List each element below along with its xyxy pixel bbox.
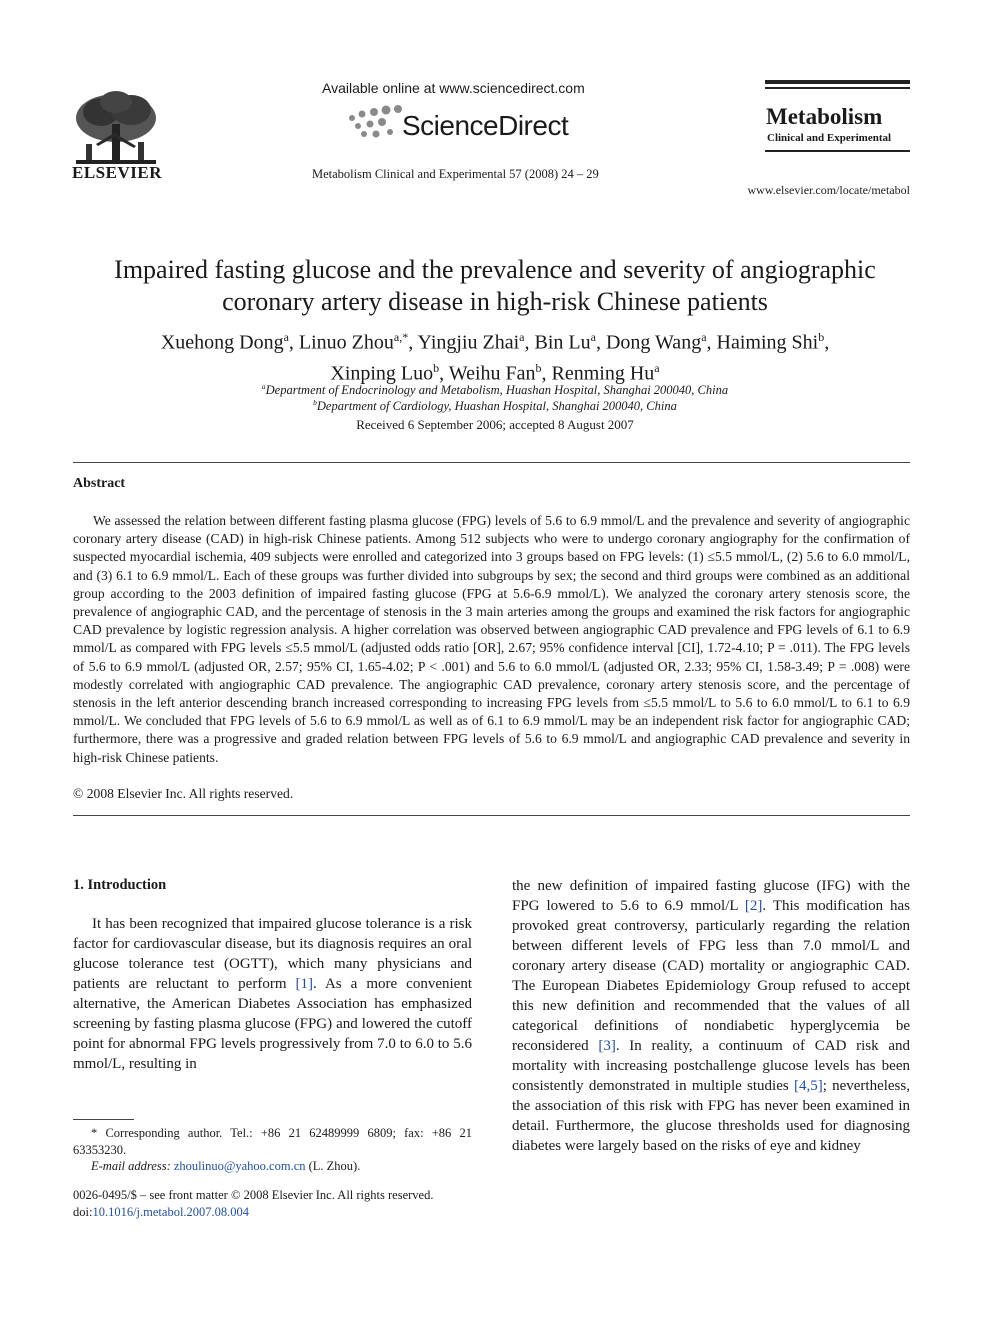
authors-line-2: Xinping Luo$^b$, Weihu Fan$^b$, Renming Hu$^a$ <box>330 360 660 385</box>
body-text: . In reality, a continuum of CAD risk and mortality with increasing postchallenge glucose levels has been consistently demonstrated in multiple studies <box>512 1038 910 1094</box>
author-name: Xinping Luo <box>330 362 434 385</box>
email-link[interactable]: zhoulinuo@yahoo.com.cn <box>173 1159 306 1173</box>
body-text: . This modification has provoked great controversy, particularly regarding the relation between different levels of FPG less than 7.0 mmol/L and coronary artery disease (CAD) mortality or angiographic CAD. The European Diabetes Epidemiology Group refused to accept this new definition and recommended that the values of all categorical definitions of nondiabetic hyperglycemia be reconsidered <box>512 898 910 1054</box>
sciencedirect-wordmark: ScienceDirect <box>402 110 569 141</box>
abstract-copyright: © 2008 Elsevier Inc. All rights reserved. <box>73 786 294 801</box>
intro-heading: 1. Introduction <box>73 877 167 893</box>
doi-link[interactable]: 10.1016/j.metabol.2007.08.004 <box>92 1205 250 1219</box>
affiliation-a-text: Department of Endocrinology and Metabolism, Huashan Hospital, Shanghai 200040, China <box>265 383 729 398</box>
corresponding-author-note: * Corresponding author. Tel.: +86 21 62489999 6809; fax: +86 21 63353230. <box>73 1126 472 1157</box>
body-text: ; nevertheless, the association of this risk with FPG has never been examined in detail. Furthermore, the glucose thresholds used for diagnosing diabetes were largely based on the risks of eye and kidney <box>512 1078 910 1154</box>
author-name: Linuo Zhou <box>298 331 394 354</box>
title-line-1: Impaired fasting glucose and the prevalence and severity of angiographic <box>114 255 876 284</box>
reference-link[interactable]: [3] <box>598 1038 616 1054</box>
body-text: . As a more convenient alternative, the American Diabetes Association has emphasized screening by fasting plasma glucose (FPG) and lowered the cutoff point for abnormal FPG levels progressively from 7.0 to 6.0 to 5.6 mmol/L, resulting in <box>73 976 472 1072</box>
journal-rule-bottom <box>765 150 910 152</box>
author-name: Yingjiu Zhai <box>417 331 520 354</box>
intro-left-column <box>73 914 472 1074</box>
author-name: Bin Lu <box>534 331 591 354</box>
footnote-rule <box>73 1119 134 1120</box>
affiliation-b-mark: b <box>313 398 317 407</box>
journal-citation: Metabolism Clinical and Experimental 57 (2008) 24 – 29 <box>312 167 599 181</box>
affiliation-b-text: Department of Cardiology, Huashan Hospital, Shanghai 200040, China <box>316 399 677 414</box>
author-name: Haiming Shi <box>716 331 819 354</box>
author-name: Weihu Fan <box>448 362 536 385</box>
intro-right-column <box>512 876 910 1156</box>
journal-rule-thick <box>765 80 910 84</box>
abstract-bottom-rule <box>73 815 910 816</box>
email-suffix: (L. Zhou). <box>305 1159 361 1173</box>
author-name: Dong Wang <box>605 331 702 354</box>
elsevier-wordmark: ELSEVIER <box>72 163 162 182</box>
author-list <box>60 325 930 386</box>
author-affiliation-mark: a <box>590 330 596 344</box>
available-online-text: Available online at www.sciencedirect.com <box>322 80 585 96</box>
abstract-heading: Abstract <box>73 476 126 491</box>
reference-link[interactable]: [4,5] <box>793 1078 823 1094</box>
author-name: Renming Hu <box>551 362 655 385</box>
journal-url-link[interactable]: www.elsevier.com/locate/metabol <box>747 183 910 197</box>
reference-link[interactable]: [1] <box>295 976 314 992</box>
author-affiliation-mark: b <box>433 360 440 375</box>
affiliation-b <box>60 398 930 414</box>
doi-label: doi: <box>73 1205 93 1219</box>
doi-line <box>73 1205 249 1220</box>
email-footnote <box>91 1159 360 1174</box>
author-affiliation-mark: a,* <box>393 330 409 344</box>
reference-link[interactable]: [2] <box>744 898 763 914</box>
received-dates: Received 6 September 2006; accepted 8 August 2007 <box>356 417 634 432</box>
journal-subtitle: Clinical and Experimental <box>767 132 892 144</box>
title-line-2: coronary artery disease in high-risk Chinese patients <box>222 287 768 316</box>
author-affiliation-mark: b <box>535 360 542 375</box>
email-label: E-mail address: <box>91 1159 171 1173</box>
author-affiliation-mark: a <box>654 360 660 375</box>
journal-name: Metabolism <box>766 104 883 129</box>
author-affiliation-mark: a <box>519 330 525 344</box>
affiliation-a <box>60 382 930 398</box>
author-affiliation-mark: a <box>283 330 289 344</box>
journal-rule-thin <box>765 87 910 89</box>
author-affiliation-mark: b <box>818 330 825 344</box>
authors-line-1: Xuehong Dong$^a$, Linuo Zhou$^{a,*}$, Yingjiu Zhai$^a$, Bin Lu$^a$, Dong Wang$^a$, Haiming Shi$^b$, <box>160 330 830 354</box>
author-name: Xuehong Dong <box>160 331 284 354</box>
body-text: the new definition of impaired fasting glucose (IFG) with the FPG lowered to 5.6 to 6.9 mmol/L <box>512 878 910 914</box>
article-title <box>60 254 930 318</box>
abstract-top-rule <box>73 462 910 463</box>
issn-line: 0026-0495/$ – see front matter © 2008 Elsevier Inc. All rights reserved. <box>73 1188 434 1202</box>
affiliation-a-mark: a <box>261 382 266 391</box>
body-text: It has been recognized that impaired glucose tolerance is a risk factor for cardiovascular disease, but its diagnosis requires an oral glucose tolerance test (OGTT), which many physicians and patients are reluctant to perform <box>73 916 472 992</box>
abstract-body: We assessed the relation between different fasting plasma glucose (FPG) levels of 5.6 to 6.9 mmol/L and the prevalence and severity of angiographic coronary artery disease (CAD) in high-risk Chinese patients. Among 512 subjects who were to undergo coronary angiography for the confirmation of suspected myocardial ischemia, 409 subjects were enrolled and categorized into 3 groups based on FPG levels: (1) ≤5.5 mmol/L, (2) 5.6 to 6.0 mmol/L, and (3) 6.1 to 6.9 mmol/L. Each of these groups was further divided into subgroups by sex; the second and third groups were combined as an additional group according to the 2003 definition of impaired fasting glucose (FPG at 5.6-6.9 mmol/L). We analyzed the coronary artery stenosis score, the prevalence of angiographic CAD, and the percentage of stenosis in the 3 main arteries among the groups and examined the risk factors for angiographic CAD prevalence by logistic regression analysis. A higher correlation was observed between angiographic CAD prevalence and FPG levels of 6.1 to 6.9 mmol/L as compared with FPG levels ≤5.5 mmol/L (adjusted odds ratio [OR], 2.67; 95% confidence interval [CI], 1.72-4.10; P = .011). The FPG levels of 5.6 to 6.9 mmol/L (adjusted OR, 2.57; 95% CI, 1.65-4.02; P < .001) and 5.6 to 6.0 mmol/L (adjusted OR, 2.33; 95% CI, 1.58-3.49; P = .008) were modestly correlated with angiographic CAD prevalence. The angiographic CAD prevalence, coronary artery stenosis score, and the percentage of stenosis in the left anterior descending branch increased corresponding to increasing FPG levels from ≤5.5 mmol/L to 5.6 to 6.0 mmol/L to 6.1 to 6.9 mmol/L. We concluded that FPG levels of 5.6 to 6.9 mmol/L as well as of 6.1 to 6.9 mmol/L may be an independent risk factor for angiographic CAD; furthermore, there was a progressive and graded relation between FPG levels of 5.6 to 6.9 mmol/L and angiographic CAD prevalence and severity in high-risk Chinese patients. <box>73 513 910 765</box>
author-affiliation-mark: a <box>701 330 707 344</box>
